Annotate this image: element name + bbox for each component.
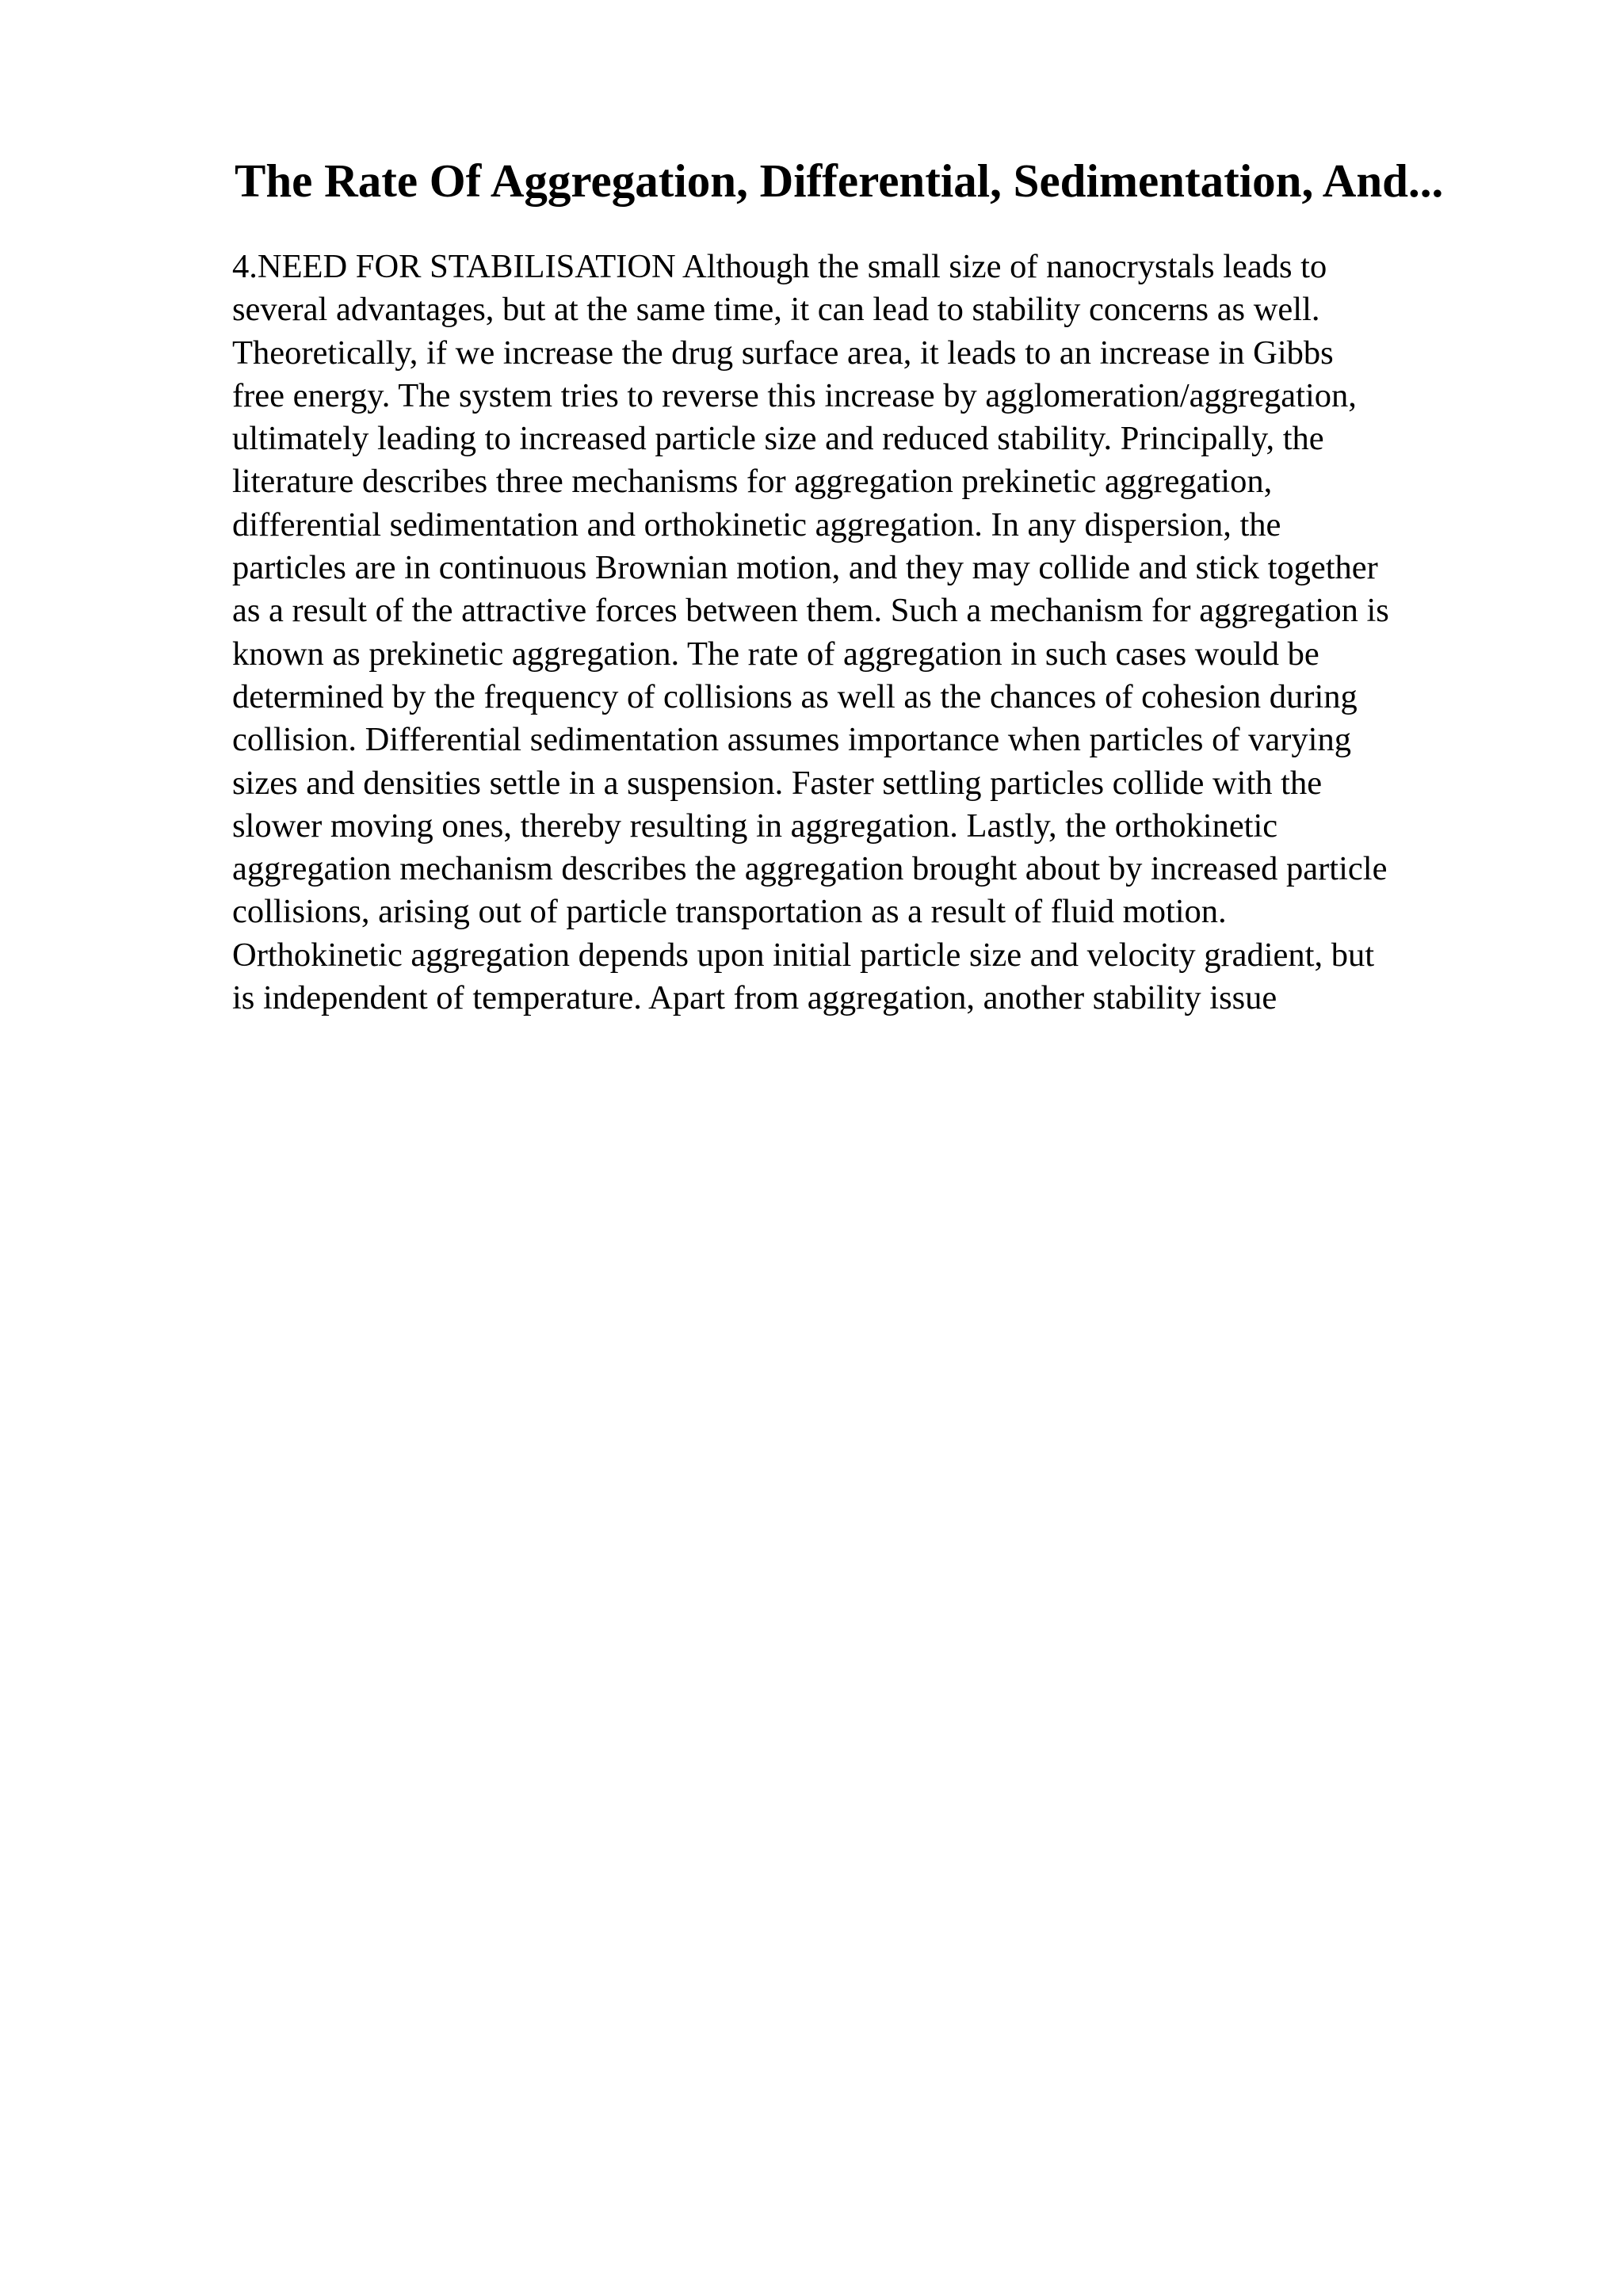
body-line: Orthokinetic aggregation depends upon initial particle size and velocity gradient, but: [232, 936, 1375, 974]
page-title: The Rate Of Aggregation, Differential, Sedimentation, And...: [235, 154, 1444, 207]
body-line: known as prekinetic aggregation. The rate of aggregation in such cases would be: [232, 635, 1319, 673]
body-paragraph: [232, 246, 1532, 1020]
body-line: aggregation mechanism describes the aggregation brought about by increased particle: [232, 850, 1388, 888]
body-line: slower moving ones, thereby resulting in aggregation. Lastly, the orthokinetic: [232, 807, 1278, 845]
body-line: particles are in continuous Brownian motion, and they may collide and stick together: [232, 549, 1378, 587]
body-line: differential sedimentation and orthokinetic aggregation. In any dispersion, the: [232, 505, 1281, 543]
body-line: Theoretically, if we increase the drug surface area, it leads to an increase in Gibbs: [232, 334, 1334, 372]
body-line: collisions, arising out of particle transportation as a result of fluid motion.: [232, 893, 1227, 931]
body-line: ultimately leading to increased particle size and reduced stability. Principally, the: [232, 420, 1324, 458]
body-line: free energy. The system tries to reverse this increase by agglomeration/aggregation,: [232, 376, 1357, 414]
body-line: literature describes three mechanisms for aggregation prekinetic aggregation,: [232, 463, 1273, 501]
body-line: several advantages, but at the same time, it can lead to stability concerns as well.: [232, 291, 1320, 329]
body-line: determined by the frequency of collisions as well as the chances of cohesion during: [232, 677, 1358, 715]
body-line: as a result of the attractive forces between them. Such a mechanism for aggregation is: [232, 592, 1389, 630]
body-line: sizes and densities settle in a suspension. Faster settling particles collide with the: [232, 764, 1323, 802]
body-line: 4.NEED FOR STABILISATION Although the small size of nanocrystals leads to: [232, 248, 1327, 285]
body-line: collision. Differential sedimentation assumes importance when particles of varying: [232, 721, 1351, 759]
body-line: is independent of temperature. Apart from aggregation, another stability issue: [232, 979, 1277, 1017]
